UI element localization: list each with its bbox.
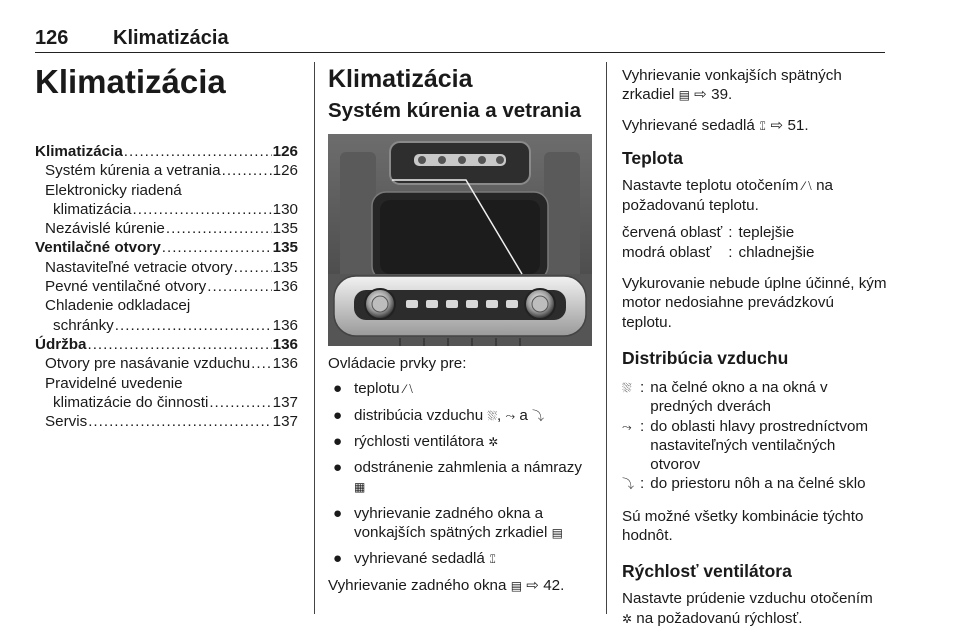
heated-seat-icon: ⑄ (489, 552, 497, 567)
toc-entry-label: Pevné ventilačné otvory (45, 278, 207, 296)
toc-page-number: 135 (272, 220, 298, 238)
controls-list (328, 379, 592, 569)
rear-window-heating-icon: ▤ (551, 526, 563, 541)
fan-speed-text: Nastavte prúdenie vzduchu otočením ✲ na požadovanú rýchlosť. (622, 589, 887, 629)
right-column (622, 60, 887, 629)
table-row: červená oblasť : teplejšie (622, 224, 795, 242)
rear-window-heating-icon: ▤ (678, 88, 690, 103)
toc-entry-label: Údržba (35, 335, 87, 353)
toc-entry[interactable] (35, 258, 298, 277)
distribution-note: Sú možné všetky kombinácie týchto hodnôt. (622, 507, 864, 545)
temperature-text: Nastavte teplotu otočením ⁄ ⧵ na požadovanú teplotu. (622, 176, 833, 215)
toc-entry-label: klimatizácia (53, 200, 132, 218)
running-title: Klimatizácia (113, 27, 229, 49)
toc-entry[interactable]: Pravidelné uvedenie (45, 374, 183, 392)
fan-speed-heading: Rýchlosť ventilátora (622, 561, 792, 582)
controls-intro: Ovládacie prvky pre: (328, 355, 467, 372)
list-item: ● odstránenie zahmlenia a námrazy ▦ (328, 458, 592, 498)
list-item: ● vyhrievané sedadlá ⑄ (328, 549, 592, 569)
toc-leader (87, 335, 271, 354)
toc-entry-label: Nezávislé kúrenie (45, 220, 165, 238)
windscreen-distribution-icon: ⛆ (622, 380, 632, 395)
temperature-note: Vykurovanie nebude úplne účinné, kým motor nedosiahne prevádzkovú teplotu. (622, 275, 887, 331)
toc-entry[interactable] (35, 393, 298, 412)
rear-window-reference: Vyhrievanie zadného okna ▤ ⇨ 42. (328, 576, 592, 596)
toc-leader (88, 412, 271, 431)
toc-entry[interactable] (35, 219, 298, 238)
defrost-icon: ▦ (354, 480, 366, 495)
page-ref-icon: ⇨ (770, 116, 784, 134)
toc-page-number: 130 (272, 200, 298, 218)
footwell-distribution-icon: ⤵ (532, 408, 545, 423)
toc-page-number: 136 (272, 335, 298, 353)
toc-page-number: 126 (272, 143, 298, 160)
toc-page-number: 136 (272, 278, 298, 296)
toc-entry-label: Nastaviteľné vetracie otvory (45, 258, 233, 276)
chapter-title-2: Klimatizácia (328, 65, 473, 93)
toc-entry[interactable] (35, 335, 298, 354)
toc-entry-label: Klimatizácia (35, 143, 123, 160)
fan-icon: ✲ (622, 611, 633, 626)
toc-entry-label: Servis (45, 413, 88, 431)
toc-leader (124, 142, 272, 161)
toc-entry[interactable] (35, 161, 298, 180)
table-of-contents (35, 142, 298, 431)
toc-leader (115, 316, 272, 335)
toc-leader (222, 161, 272, 180)
distribution-heading: Distribúcia vzduchu (622, 347, 789, 368)
toc-page-number: 136 (272, 316, 298, 334)
head-distribution-icon: ⤳ (505, 408, 516, 423)
distribution-table (622, 378, 887, 495)
toc-page-number: 135 (272, 239, 298, 257)
toc-leader (133, 200, 272, 219)
toc-entry[interactable] (35, 412, 298, 431)
column-divider (606, 62, 607, 614)
toc-entry-label: schránky (53, 316, 114, 334)
toc-page-number: 126 (272, 162, 298, 180)
rear-window-heating-icon: ▤ (510, 578, 523, 593)
list-item: ● distribúcia vzduchu ⛆, ⤳ a ⤵ (328, 406, 592, 426)
toc-entry-label: Systém kúrenia a vetrania (45, 162, 221, 180)
toc-entry[interactable] (35, 142, 298, 161)
toc-entry[interactable] (35, 316, 298, 335)
page-header (35, 27, 885, 53)
toc-leader (207, 277, 271, 296)
table-row: ⛆ : na čelné okno a na okná v predných dverách (622, 378, 828, 416)
toc-leader (166, 219, 272, 238)
toc-page-number: 136 (272, 355, 298, 373)
table-row: ⤵ : do priestoru nôh a na čelné sklo (622, 474, 887, 494)
toc-leader (234, 258, 272, 277)
toc-leader (251, 354, 272, 373)
toc-entry[interactable]: Elektronicky riadená (45, 181, 182, 199)
fan-icon: ✲ (488, 434, 499, 449)
page-number: 126 (35, 27, 69, 49)
chapter-title: Klimatizácia (35, 63, 226, 100)
page-ref-icon: ⇨ (526, 576, 539, 594)
head-distribution-icon: ⤳ (622, 419, 632, 434)
toc-entry[interactable] (35, 238, 298, 257)
toc-entry[interactable] (35, 277, 298, 296)
toc-entry[interactable]: Chladenie odkladacej (45, 297, 191, 315)
toc-leader (209, 393, 271, 412)
heated-seats-reference: Vyhrievané sedadlá ⑄ ⇨ 51. (622, 116, 887, 136)
toc-entry-label: Otvory pre nasávanie vzduchu (45, 355, 251, 373)
footwell-distribution-icon: ⤵ (622, 477, 635, 492)
table-row: modrá oblasť : chladnejšie (622, 243, 815, 261)
toc-leader (162, 238, 272, 257)
temperature-knob-icon: ⁄ ⧵ (802, 178, 812, 193)
toc-column (35, 60, 298, 431)
toc-entry[interactable] (35, 354, 298, 373)
windscreen-distribution-icon: ⛆ (487, 408, 498, 423)
table-row: ⤳ : do oblasti hlavy prostredníctvom nastaviteľných ventilačných otvorov (622, 417, 869, 474)
toc-entry[interactable] (35, 200, 298, 219)
toc-page-number: 137 (272, 393, 298, 411)
temperature-knob-icon: ⁄ ⧵ (403, 382, 413, 397)
toc-page-number: 135 (272, 258, 298, 276)
toc-entry-label: klimatizácie do činnosti (53, 393, 209, 411)
mirror-heating-reference: Vyhrievanie vonkajších spätných zrkadiel ▤ ⇨ 39. (622, 66, 887, 106)
control-panel-photo (328, 134, 592, 346)
list-item: ● teplotu ⁄ ⧵ (328, 379, 592, 399)
temperature-table (622, 223, 815, 262)
page-ref-icon: ⇨ (694, 86, 707, 104)
list-item: ● vyhrievanie zadného okna a vonkajších spätných zrkadiel ▤ (328, 504, 592, 544)
heated-seat-icon: ⑄ (759, 118, 767, 133)
main-column (328, 60, 592, 596)
section-title: Systém kúrenia a vetrania (328, 99, 581, 122)
column-divider (314, 62, 315, 614)
toc-page-number: 137 (272, 413, 298, 431)
temperature-heading: Teplota (622, 147, 683, 168)
list-item: ● rýchlosti ventilátora ✲ (328, 432, 592, 452)
toc-entry-label: Ventilačné otvory (35, 239, 161, 257)
